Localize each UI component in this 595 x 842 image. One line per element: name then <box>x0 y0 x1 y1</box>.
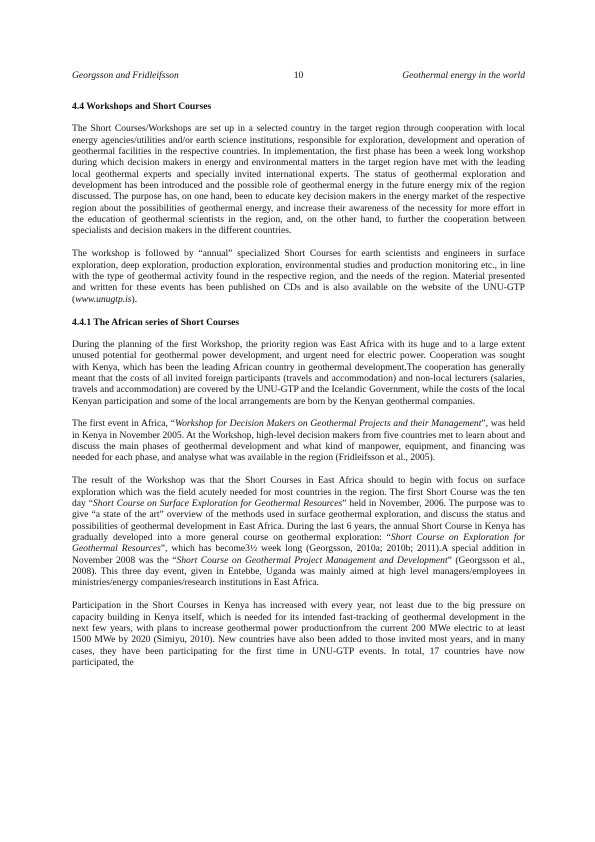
text-run: ” (Georgsson et al., 2008). This three day event, given in Entebbe, Uganda was mainly aimed at high level managers/employees in ministries/energy companies/research institutions in East Africa. <box>72 554 525 589</box>
header-running-title: Geothermal energy in the world <box>402 70 525 81</box>
running-header <box>72 70 525 84</box>
header-page-number: 10 <box>293 70 304 81</box>
paragraph <box>72 475 525 588</box>
text-run: The workshop is followed by “annual” specialized Short Courses for earth scientists and engineers in surface exploration, deep exploration, production exploration, environmental studies and production monitoring etc., in line with the type of geothermal activity found in the respective region, and the needs of the region. Material presented and written for these events has been published on CDs and is also available on the website of the UNU-GTP ( <box>72 248 525 305</box>
website-link[interactable]: www.unugtp.is <box>75 293 132 305</box>
header-authors: Georgsson and Fridleifsson <box>72 70 179 81</box>
event-title: Short Course on Geothermal Project Management and Development <box>176 554 448 566</box>
event-title: Short Course on Surface Exploration for Geothermal Resources <box>92 497 343 509</box>
paragraph <box>72 418 525 463</box>
paragraph: The Short Courses/Workshops are set up in a selected country in the target region through cooperation with local energy agencies/utilities and/or earth science institutions, responsible for exploration, development and operation of geothermal facilities in the respective countries. In implementation, the first phase has been a week long workshop during which decision makers in energy and environmental matters in the target region have met with the leading local geothermal experts and specially invited international experts. The status of geothermal exploration and development has been introduced and the possible role of geothermal energy in the future energy mix of the region discussed. The purpose has, on one hand, been to educate key decision makers in the energy market of the respective region about the possibilities of geothermal energy, and increase their awareness of the necessity for more effort in the education of geothermal scientists in the region, and, on the other hand, to further the cooperation between specialists and decision makers in the different countries. <box>72 123 525 237</box>
paragraph <box>72 248 525 305</box>
text-run: ”, which has become3½ week long (Georgsson, 2010a; 2010b; 2011).A special addition in November 2008 was the “ <box>72 543 525 566</box>
subsection-heading: 4.4.1 The African series of Short Courses <box>72 316 240 328</box>
event-title: Short Course on Exploration for Geothermal Resources <box>72 532 525 555</box>
section-heading: 4.4 Workshops and Short Courses <box>72 101 212 112</box>
text-run: ”, was held in Kenya in November 2005. At the Workshop, high-level decision makers from five countries met to learn about and discuss the main phases of geothermal development and what kind of manpower, equipment, and financing was needed for each phase, and analyse what was available in the region (Fridleifsson et al., 2005). <box>72 418 525 464</box>
text-run: The first event in Africa, “ <box>72 418 175 430</box>
text-run: ). <box>131 293 138 305</box>
paragraph: During the planning of the first Workshop, the priority region was East Africa with its huge and to a large extent unused potential for geothermal power development, and urgent need for electric power. Cooperation was sought with Kenya, which has been the leading African country in geothermal development.The cooperation has generally meant that the costs of all invited foreign participants (travels and accommodation) and non-local lecturers (salaries, travels and accommodation) are covered by the UNU-GTP and the Icelandic Government, while the costs of the local Kenyan participation and some of the local arrangements are born by the Kenyan geothermal companies. <box>72 338 525 407</box>
paragraph: Participation in the Short Courses in Kenya has increased with every year, not least due to the big pressure on capacity building in Kenya itself, which is needed for its intended fast-tracking of geothermal development in the next few years, with plans to increase geothermal power productionfrom the current 200 MWe electric to at least 1500 MWe by 2020 (Simiyu, 2010). New countries have also been added to those invited most years, and in many cases, they have been participating for the first time in UNU-GTP events. In total, 17 countries have now participated, the <box>72 600 525 668</box>
event-title: Workshop for Decision Makers on Geothermal Projects and their Management <box>174 418 482 430</box>
text-run: ” held in November, 2006. The purpose was to give “a state of the art” overview of the methods used in surface geothermal exploration, and discuss the status and possibilities of geothermal development in East Africa. During the last 6 years, the annual Short Course in Kenya has gradually developed into a more general course on geothermal exploration: “ <box>72 497 525 543</box>
page <box>72 70 525 680</box>
text-run: The result of the Workshop was that the Short Courses in East Africa should to begin with focus on surface exploration which was the field acutely needed for most countries in the region. The first Short Course was the ten day “ <box>72 475 525 509</box>
